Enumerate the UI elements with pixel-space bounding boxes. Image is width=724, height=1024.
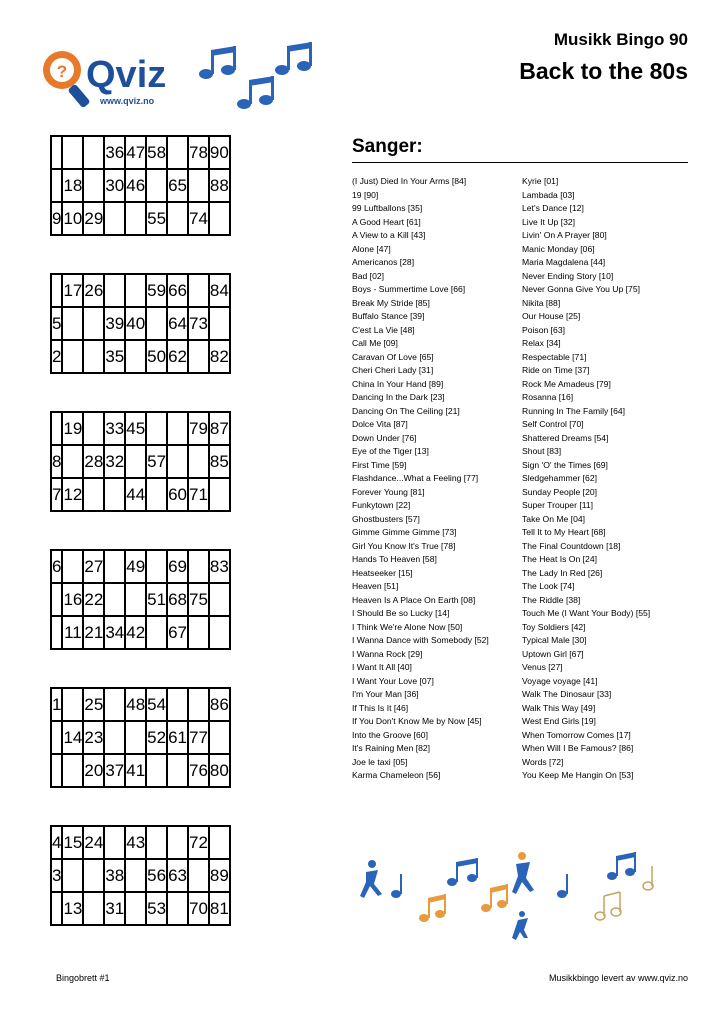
bingo-cell: 81 bbox=[209, 892, 230, 925]
bingo-cell: 42 bbox=[125, 616, 146, 649]
bingo-row bbox=[51, 688, 230, 721]
song-item: Heaven [51] bbox=[352, 581, 399, 591]
bingo-cell: 52 bbox=[146, 721, 167, 754]
song-item: Hands To Heaven [58] bbox=[352, 554, 437, 564]
header-subtitle: Back to the 80s bbox=[519, 58, 688, 84]
bingo-cell: 57 bbox=[146, 445, 167, 478]
bingo-row bbox=[51, 202, 230, 235]
song-item: Americanos [28] bbox=[352, 257, 415, 267]
bingo-cell: 60 bbox=[167, 478, 188, 511]
bingo-cell: 63 bbox=[167, 859, 188, 892]
bingo-cell: 30 bbox=[104, 169, 125, 202]
footer-credit: Musikkbingo levert av www.qviz.no bbox=[548, 973, 688, 983]
song-item: The Lady In Red [26] bbox=[522, 567, 603, 578]
bingo-cell bbox=[188, 445, 209, 478]
bingo-card bbox=[50, 549, 231, 650]
bingo-row bbox=[51, 274, 230, 307]
bingo-cell bbox=[51, 892, 62, 925]
song-item: Ghostbusters [57] bbox=[352, 513, 420, 524]
bingo-cell: 36 bbox=[104, 136, 125, 169]
bingo-cell bbox=[209, 202, 230, 235]
song-item: Ride on Time [37] bbox=[522, 365, 590, 375]
bingo-cell bbox=[188, 169, 209, 202]
bingo-cell bbox=[209, 721, 230, 754]
song-item: Girl You Know It's True [78] bbox=[352, 540, 456, 551]
song-item: Shattered Dreams [54] bbox=[522, 432, 609, 443]
bingo-cell: 82 bbox=[209, 340, 230, 373]
song-item: Call Me [09] bbox=[352, 338, 398, 348]
qviz-logo bbox=[38, 40, 178, 112]
bingo-cell: 24 bbox=[83, 826, 104, 859]
song-column-1 bbox=[352, 175, 522, 783]
bingo-cell bbox=[62, 307, 83, 340]
song-item: First Time [59] bbox=[352, 459, 407, 470]
bingo-row bbox=[51, 754, 230, 787]
song-item: Never Ending Story [10] bbox=[522, 270, 614, 281]
bingo-row bbox=[51, 412, 230, 445]
bingo-cell: 14 bbox=[62, 721, 83, 754]
bingo-cell bbox=[51, 136, 62, 169]
song-item: A View to a Kill [43] bbox=[352, 230, 426, 240]
logo-url: www.qviz.no bbox=[100, 96, 155, 106]
bingo-cell bbox=[167, 754, 188, 787]
bingo-cell: 18 bbox=[62, 169, 83, 202]
bingo-cell bbox=[83, 169, 104, 202]
song-item: Forever Young [81] bbox=[352, 486, 425, 497]
bingo-cell: 65 bbox=[167, 169, 188, 202]
song-item: A Good Heart [61] bbox=[352, 216, 421, 227]
bingo-cell bbox=[104, 274, 125, 307]
bingo-cell: 28 bbox=[83, 445, 104, 478]
bingo-cell bbox=[167, 412, 188, 445]
bingo-cell bbox=[167, 688, 188, 721]
bingo-cell: 66 bbox=[167, 274, 188, 307]
bingo-cell: 7 bbox=[51, 478, 62, 511]
bingo-cell bbox=[62, 859, 83, 892]
song-item: Uptown Girl [67] bbox=[522, 648, 584, 659]
bingo-cell bbox=[167, 445, 188, 478]
bingo-cell: 71 bbox=[188, 478, 209, 511]
song-item: Shout [83] bbox=[522, 446, 562, 456]
bingo-cell: 26 bbox=[83, 274, 104, 307]
bingo-cell bbox=[62, 445, 83, 478]
bingo-cell: 29 bbox=[83, 202, 104, 235]
bingo-cell: 50 bbox=[146, 340, 167, 373]
bingo-cell bbox=[83, 340, 104, 373]
song-item: Flashdance...What a Feeling [77] bbox=[352, 473, 479, 483]
bingo-cell: 3 bbox=[51, 859, 62, 892]
bingo-cell: 79 bbox=[188, 412, 209, 445]
bingo-card bbox=[50, 411, 231, 512]
bingo-cell bbox=[146, 754, 167, 787]
bingo-cell: 59 bbox=[146, 274, 167, 307]
song-item: Heatseeker [15] bbox=[352, 567, 413, 578]
song-item: Manic Monday [06] bbox=[522, 243, 595, 254]
song-item: Funkytown [22] bbox=[352, 500, 411, 510]
bingo-card bbox=[50, 273, 231, 374]
bingo-cell bbox=[83, 478, 104, 511]
song-item: Buffalo Stance [39] bbox=[352, 311, 425, 321]
bingo-cell: 54 bbox=[146, 688, 167, 721]
bingo-cell bbox=[104, 688, 125, 721]
bingo-cell: 1 bbox=[51, 688, 62, 721]
bingo-cell bbox=[83, 892, 104, 925]
bingo-card bbox=[50, 825, 231, 926]
bingo-cell: 72 bbox=[188, 826, 209, 859]
song-item: Kyrie [01] bbox=[522, 176, 559, 186]
bingo-cell bbox=[188, 616, 209, 649]
song-list bbox=[352, 135, 688, 780]
bingo-cell: 6 bbox=[51, 550, 62, 583]
bingo-row bbox=[51, 550, 230, 583]
bingo-row bbox=[51, 826, 230, 859]
bingo-cell: 85 bbox=[209, 445, 230, 478]
bingo-cell: 17 bbox=[62, 274, 83, 307]
song-item: You Keep Me Hangin On [53] bbox=[522, 770, 634, 780]
bingo-cell bbox=[125, 583, 146, 616]
bingo-row bbox=[51, 307, 230, 340]
bingo-cell: 19 bbox=[62, 412, 83, 445]
bingo-cell: 86 bbox=[209, 688, 230, 721]
song-item: Take On Me [04] bbox=[522, 513, 586, 524]
bingo-cell: 38 bbox=[104, 859, 125, 892]
bingo-cell: 16 bbox=[62, 583, 83, 616]
song-item: Words [72] bbox=[522, 756, 564, 767]
song-item: (I Just) Died In Your Arms [84] bbox=[352, 176, 467, 186]
song-item: Caravan Of Love [65] bbox=[352, 351, 434, 362]
song-item: Relax [34] bbox=[522, 338, 561, 348]
song-item: Into the Groove [60] bbox=[352, 729, 428, 740]
bingo-cell bbox=[125, 340, 146, 373]
bingo-cell bbox=[167, 136, 188, 169]
bingo-row bbox=[51, 892, 230, 925]
bingo-cell: 46 bbox=[125, 169, 146, 202]
footer-card-number: Bingobrett #1 bbox=[56, 973, 110, 983]
bingo-row bbox=[51, 478, 230, 511]
song-item: Walk This Way [49] bbox=[522, 702, 596, 713]
song-item: When Tomorrow Comes [17] bbox=[522, 729, 631, 740]
bingo-cell: 78 bbox=[188, 136, 209, 169]
song-item: I Want Your Love [07] bbox=[352, 675, 434, 686]
bingo-cell: 27 bbox=[83, 550, 104, 583]
bingo-cell: 5 bbox=[51, 307, 62, 340]
logo-brand: Qviz bbox=[86, 54, 167, 96]
song-item: Maria Magdalena [44] bbox=[522, 257, 606, 267]
bingo-cell bbox=[62, 340, 83, 373]
bingo-cell: 4 bbox=[51, 826, 62, 859]
bingo-cell bbox=[188, 859, 209, 892]
bingo-cell: 2 bbox=[51, 340, 62, 373]
bingo-cell: 62 bbox=[167, 340, 188, 373]
bingo-cell: 77 bbox=[188, 721, 209, 754]
song-column-2 bbox=[522, 175, 688, 783]
song-item: West End Girls [19] bbox=[522, 716, 596, 726]
bingo-cell: 55 bbox=[146, 202, 167, 235]
bingo-cell bbox=[104, 826, 125, 859]
bingo-cell: 22 bbox=[83, 583, 104, 616]
song-item: Break My Stride [85] bbox=[352, 297, 430, 308]
bingo-cell bbox=[83, 859, 104, 892]
bingo-cell: 76 bbox=[188, 754, 209, 787]
header bbox=[519, 30, 688, 85]
song-item: 19 [90] bbox=[352, 189, 379, 200]
song-item: It's Raining Men [82] bbox=[352, 743, 431, 753]
bingo-row bbox=[51, 721, 230, 754]
bingo-cell bbox=[188, 688, 209, 721]
song-item: Walk The Dinosaur [33] bbox=[522, 689, 612, 699]
bingo-cell: 12 bbox=[62, 478, 83, 511]
bingo-cell: 40 bbox=[125, 307, 146, 340]
song-item: Rock Me Amadeus [79] bbox=[522, 378, 611, 389]
bingo-cell bbox=[146, 169, 167, 202]
bingo-cell: 61 bbox=[167, 721, 188, 754]
bingo-cell bbox=[51, 274, 62, 307]
bingo-cell bbox=[125, 892, 146, 925]
bingo-cell bbox=[51, 754, 62, 787]
bingo-row bbox=[51, 136, 230, 169]
bingo-cell bbox=[146, 616, 167, 649]
song-item: The Look [74] bbox=[522, 581, 575, 591]
song-item: Running In The Family [64] bbox=[522, 405, 626, 416]
bingo-cell: 64 bbox=[167, 307, 188, 340]
bingo-cell: 23 bbox=[83, 721, 104, 754]
song-item: Tell It to My Heart [68] bbox=[522, 527, 606, 537]
song-item: Down Under [76] bbox=[352, 432, 417, 443]
song-item: The Heat Is On [24] bbox=[522, 554, 597, 564]
bingo-cell: 45 bbox=[125, 412, 146, 445]
bingo-cell bbox=[51, 583, 62, 616]
bingo-cell bbox=[188, 550, 209, 583]
bingo-cell: 15 bbox=[62, 826, 83, 859]
music-notes-icon bbox=[196, 42, 336, 112]
bingo-cell: 35 bbox=[104, 340, 125, 373]
song-item: Nikita [88] bbox=[522, 297, 561, 308]
bingo-cell bbox=[104, 583, 125, 616]
song-item: Voyage voyage [41] bbox=[522, 675, 598, 686]
heading-divider bbox=[352, 162, 688, 163]
bingo-cell bbox=[146, 412, 167, 445]
song-item: China In Your Hand [89] bbox=[352, 378, 444, 389]
song-item: Bad [02] bbox=[352, 270, 385, 281]
bingo-cell: 48 bbox=[125, 688, 146, 721]
song-item: Dancing In the Dark [23] bbox=[352, 392, 445, 402]
song-item: When Will I Be Famous? [86] bbox=[522, 743, 634, 753]
bingo-cell bbox=[104, 721, 125, 754]
song-item: Our House [25] bbox=[522, 311, 581, 321]
bingo-cell bbox=[146, 307, 167, 340]
bingo-cell bbox=[51, 721, 62, 754]
song-item: The Final Countdown [18] bbox=[522, 540, 621, 551]
bingo-cell bbox=[125, 202, 146, 235]
bingo-cell: 58 bbox=[146, 136, 167, 169]
bingo-cell: 83 bbox=[209, 550, 230, 583]
bingo-cell: 9 bbox=[51, 202, 62, 235]
bingo-cell bbox=[104, 478, 125, 511]
bingo-cell bbox=[209, 307, 230, 340]
bingo-cell: 8 bbox=[51, 445, 62, 478]
song-item: Self Control [70] bbox=[522, 419, 584, 429]
bingo-cell: 20 bbox=[83, 754, 104, 787]
bingo-cell bbox=[62, 550, 83, 583]
bingo-cell: 21 bbox=[83, 616, 104, 649]
song-item: I'm Your Man [36] bbox=[352, 689, 419, 699]
bingo-cell: 13 bbox=[62, 892, 83, 925]
bingo-cell: 11 bbox=[62, 616, 83, 649]
bingo-cell: 56 bbox=[146, 859, 167, 892]
song-item: I Should Be so Lucky [14] bbox=[352, 608, 450, 618]
bingo-cell bbox=[62, 688, 83, 721]
bingo-card bbox=[50, 135, 231, 236]
bingo-row bbox=[51, 169, 230, 202]
song-item: Gimme Gimme Gimme [73] bbox=[352, 527, 457, 537]
song-item: The Riddle [38] bbox=[522, 594, 581, 605]
song-item: I Wanna Dance with Somebody [52] bbox=[352, 635, 489, 645]
song-item: Never Gonna Give You Up [75] bbox=[522, 284, 640, 294]
song-item: Eye of the Tiger [13] bbox=[352, 446, 429, 456]
bingo-row bbox=[51, 445, 230, 478]
song-item: Typical Male [30] bbox=[522, 635, 587, 645]
bingo-cell: 51 bbox=[146, 583, 167, 616]
bingo-cell: 67 bbox=[167, 616, 188, 649]
bingo-cell: 41 bbox=[125, 754, 146, 787]
song-item: I Want It All [40] bbox=[352, 662, 412, 672]
bingo-cell bbox=[188, 274, 209, 307]
bingo-card bbox=[50, 687, 231, 788]
song-item: Cheri Cheri Lady [31] bbox=[352, 365, 434, 375]
bingo-cell bbox=[125, 274, 146, 307]
bingo-cell: 68 bbox=[167, 583, 188, 616]
song-item: Sledgehammer [62] bbox=[522, 473, 597, 483]
bingo-cell: 10 bbox=[62, 202, 83, 235]
bingo-cell: 88 bbox=[209, 169, 230, 202]
bingo-cell: 89 bbox=[209, 859, 230, 892]
song-item: Venus [27] bbox=[522, 662, 563, 672]
song-item: Livin' On A Prayer [80] bbox=[522, 230, 607, 240]
bingo-cell bbox=[125, 859, 146, 892]
bingo-row bbox=[51, 616, 230, 649]
bingo-cell bbox=[188, 340, 209, 373]
logo-question-mark: ? bbox=[56, 62, 68, 81]
bingo-cell: 84 bbox=[209, 274, 230, 307]
bingo-cell: 25 bbox=[83, 688, 104, 721]
bingo-cell: 90 bbox=[209, 136, 230, 169]
bingo-cell bbox=[167, 826, 188, 859]
song-item: Boys - Summertime Love [66] bbox=[352, 284, 466, 294]
bingo-cell bbox=[51, 169, 62, 202]
bingo-cell bbox=[83, 136, 104, 169]
bingo-cell bbox=[209, 583, 230, 616]
bingo-cell bbox=[146, 826, 167, 859]
bingo-cell: 75 bbox=[188, 583, 209, 616]
bingo-cell: 73 bbox=[188, 307, 209, 340]
bingo-cell: 44 bbox=[125, 478, 146, 511]
bingo-cell bbox=[167, 892, 188, 925]
song-item: Sign 'O' the Times [69] bbox=[522, 459, 608, 470]
bingo-cell bbox=[209, 478, 230, 511]
header-title: Musikk Bingo 90 bbox=[553, 30, 688, 49]
song-item: Karma Chameleon [56] bbox=[352, 770, 441, 780]
song-item: Super Trouper [11] bbox=[522, 500, 594, 510]
bingo-cell bbox=[51, 412, 62, 445]
song-item: Lambada [03] bbox=[522, 189, 575, 200]
bingo-row bbox=[51, 859, 230, 892]
bingo-cell: 31 bbox=[104, 892, 125, 925]
bingo-cell: 43 bbox=[125, 826, 146, 859]
bingo-cell: 34 bbox=[104, 616, 125, 649]
bingo-cell: 37 bbox=[104, 754, 125, 787]
song-item: Heaven Is A Place On Earth [08] bbox=[352, 594, 476, 605]
song-item: Joe le taxi [05] bbox=[352, 756, 408, 767]
bingo-cell bbox=[62, 136, 83, 169]
song-list-heading: Sanger: bbox=[352, 136, 423, 157]
bingo-cell: 47 bbox=[125, 136, 146, 169]
bingo-cell bbox=[146, 478, 167, 511]
bingo-row bbox=[51, 583, 230, 616]
bingo-cell bbox=[167, 202, 188, 235]
song-item: Live It Up [32] bbox=[522, 216, 576, 227]
song-item: Touch Me (I Want Your Body) [55] bbox=[522, 608, 651, 618]
dancers-icon bbox=[352, 842, 672, 942]
bingo-cell: 70 bbox=[188, 892, 209, 925]
bingo-cell: 32 bbox=[104, 445, 125, 478]
bingo-cell: 53 bbox=[146, 892, 167, 925]
song-item: Dancing On The Ceiling [21] bbox=[352, 405, 460, 416]
song-item: If This Is It [46] bbox=[352, 702, 409, 713]
bingo-cell bbox=[146, 550, 167, 583]
bingo-cell bbox=[83, 412, 104, 445]
bingo-cell bbox=[125, 721, 146, 754]
bingo-cell: 69 bbox=[167, 550, 188, 583]
song-item: If You Don't Know Me by Now [45] bbox=[352, 716, 482, 726]
song-item: Poison [63] bbox=[522, 324, 565, 335]
song-item: Toy Soldiers [42] bbox=[522, 621, 586, 632]
bingo-cell: 87 bbox=[209, 412, 230, 445]
bingo-cell: 33 bbox=[104, 412, 125, 445]
song-item: I Wanna Rock [29] bbox=[352, 648, 423, 659]
bingo-cell bbox=[209, 826, 230, 859]
bingo-cell bbox=[104, 550, 125, 583]
bingo-cell: 74 bbox=[188, 202, 209, 235]
song-item: Respectable [71] bbox=[522, 351, 587, 362]
bingo-cell: 80 bbox=[209, 754, 230, 787]
song-item: I Think We're Alone Now [50] bbox=[352, 621, 463, 632]
song-item: Rosanna [16] bbox=[522, 392, 574, 402]
bingo-cell: 49 bbox=[125, 550, 146, 583]
song-item: Sunday People [20] bbox=[522, 486, 598, 497]
song-item: Dolce Vita [87] bbox=[352, 419, 408, 429]
bingo-row bbox=[51, 340, 230, 373]
song-item: C'est La Vie [48] bbox=[352, 324, 415, 335]
song-item: Let's Dance [12] bbox=[522, 203, 584, 213]
bingo-cell bbox=[51, 616, 62, 649]
bingo-cell: 39 bbox=[104, 307, 125, 340]
bingo-cell bbox=[209, 616, 230, 649]
bingo-cell bbox=[83, 307, 104, 340]
bingo-cell bbox=[104, 202, 125, 235]
song-item: 99 Luftballons [35] bbox=[352, 203, 423, 213]
bingo-cell bbox=[125, 445, 146, 478]
bingo-cell bbox=[62, 754, 83, 787]
song-item: Alone [47] bbox=[352, 243, 391, 254]
